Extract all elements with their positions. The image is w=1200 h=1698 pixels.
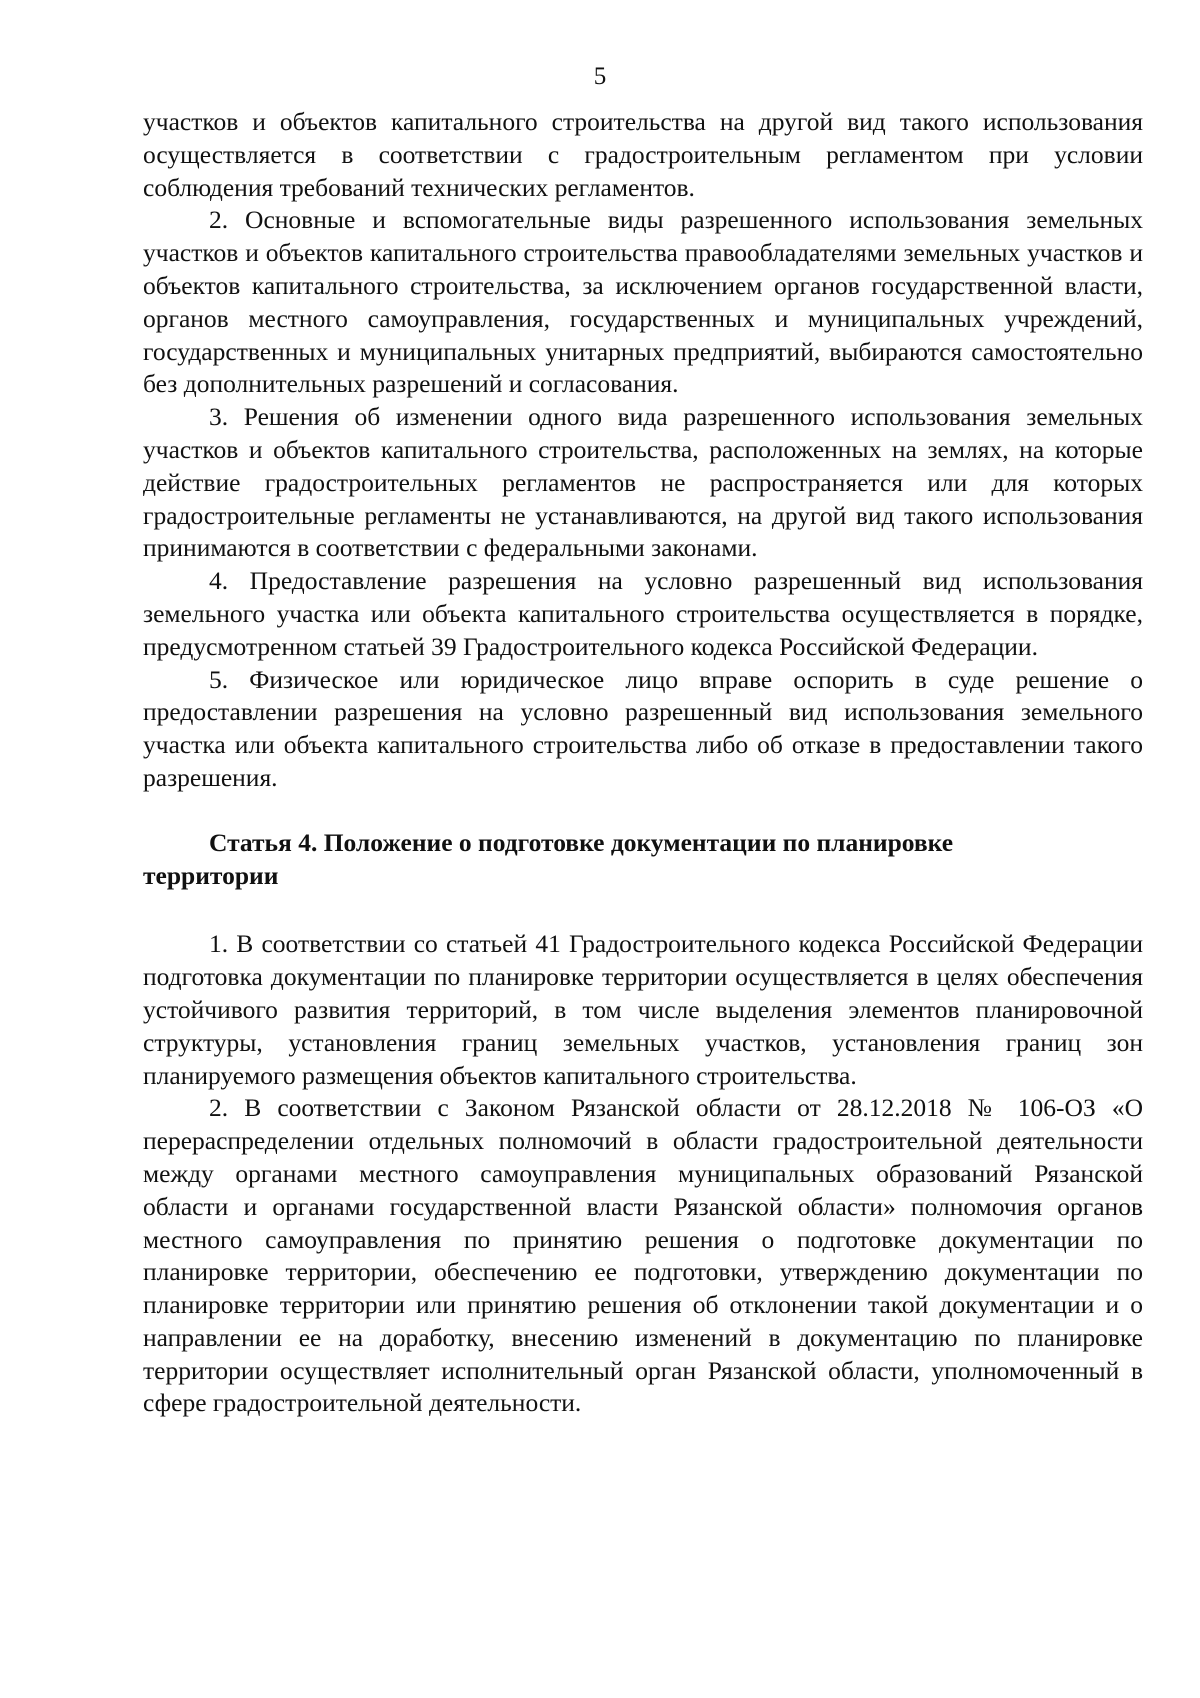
article-4-heading-line2: территории xyxy=(143,860,279,890)
article-4-paragraph-2: 2. В соответствии с Законом Рязанской области от 28.12.2018 № 106-ОЗ «О перераспределении отдельных полномочий в области градостроительной деятельности между органами местного самоуправления муниципальных образований Рязанской области и органами государственной власти Рязанской области» полномочия органов местного самоуправления по принятию решения о подготовке документации по планировке территории, обеспечению ее подготовки, утверждению документации по планировке территории или принятию решения об отклонении такой документации и о направлении ее на доработку, внесению изменений в документацию по планировке территории осуществляет исполнительный орган Рязанской области, уполномоченный в сфере градостроительной деятельности. xyxy=(143,1093,1143,1418)
article-4-paragraph-1: 1. В соответствии со статьей 41 Градостроительного кодекса Российской Федерации подготовка документации по планировке территории осуществляется в целях обеспечения устойчивого развития территорий, в том числе выделения элементов планировочной структуры, установления границ земельных участков, установления границ зон планируемого размещения объектов капитального строительства. xyxy=(143,929,1143,1090)
article-4-heading xyxy=(143,827,1143,893)
paragraph-item-2: 2. Основные и вспомогательные виды разрешенного использования земельных участков и объектов капитального строительства правообладателями земельных участков и объектов капитального строительства, за исключением органов государственной власти, органов местного самоуправления, государственных и муниципальных учреждений, государственных и муниципальных унитарных предприятий, выбираются самостоятельно без дополнительных разрешений и согласования. xyxy=(143,205,1143,399)
document-body xyxy=(143,106,1143,1420)
paragraph-item-5: 5. Физическое или юридическое лицо вправе оспорить в суде решение о предоставлении разрешения на условно разрешенный вид использования земельного участка или объекта капитального строительства либо об отказе в предоставлении такого разрешения. xyxy=(143,664,1143,792)
article-4-heading-line1: Статья 4. Положение о подготовке документации по планировке xyxy=(209,827,954,857)
paragraph-item-4: 4. Предоставление разрешения на условно разрешенный вид использования земельного участка или объекта капитального строительства осуществляется в порядке, предусмотренном статьей 39 Градостроительного кодекса Российской Федерации. xyxy=(143,566,1143,661)
paragraph-item-3: 3. Решения об изменении одного вида разрешенного использования земельных участков и объектов капитального строительства, расположенных на землях, на которые действие градостроительных регламентов не распространяется или для которых градостроительные регламенты не устанавливаются, на другой вид такого использования принимаются в соответствии с федеральными законами. xyxy=(143,402,1143,563)
paragraph-continuation: участков и объектов капитального строительства на другой вид такого использования осуществляется в соответствии с градостроительным регламентом при условии соблюдения требований технических регламентов. xyxy=(143,107,1143,202)
page-number: 5 xyxy=(593,63,607,90)
